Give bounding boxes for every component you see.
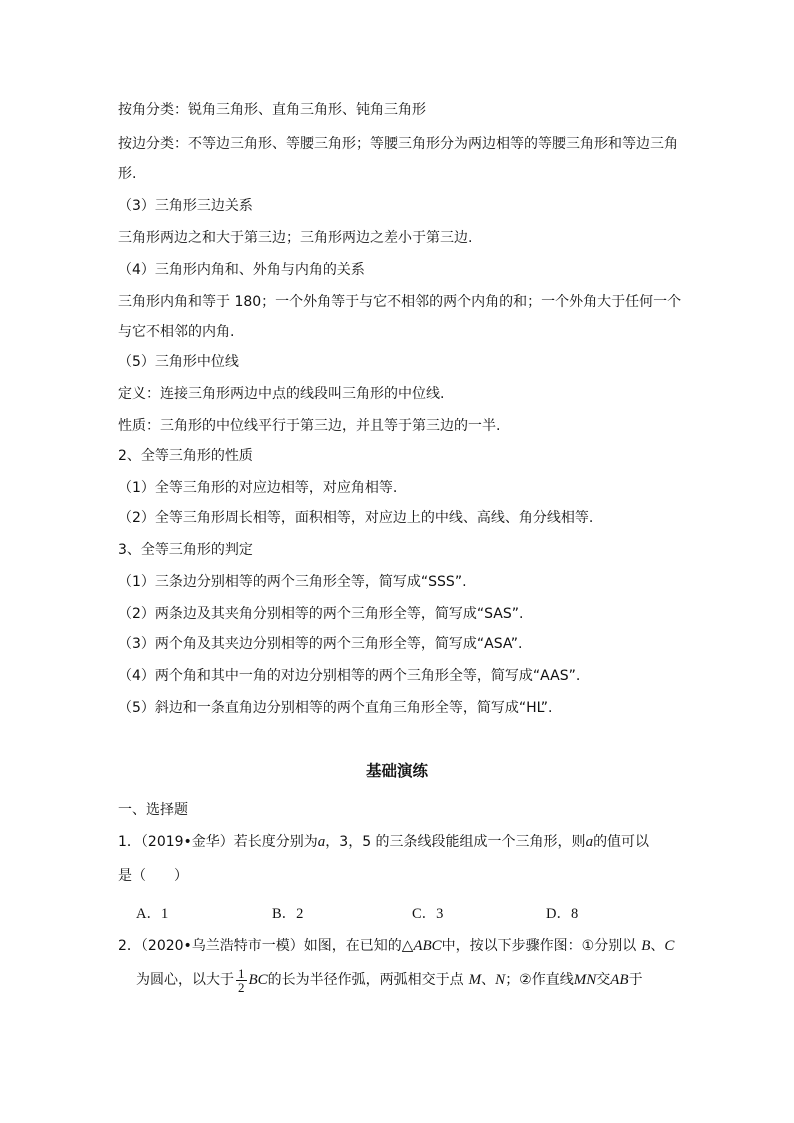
question-text: 1．（2019•金华）若长度分别为 — [118, 834, 318, 850]
variable-a: a — [585, 834, 594, 850]
text-line: （2）全等三角形周长相等，面积相等，对应边上的中线、高线、角分线相等. — [118, 510, 594, 526]
line-mn: MN — [573, 972, 597, 988]
text-line: 三角形内角和等于 180；一个外角等于与它不相邻的两个内角的和；一个外角大于任何一个 — [118, 294, 682, 310]
text-line: （1）全等三角形的对应边相等，对应角相等. — [118, 480, 398, 496]
point-c: C — [664, 938, 675, 954]
option-c: C．3 — [412, 906, 444, 922]
question-text: 2．（2020•乌兰浩特市一模）如图，在已知的 — [118, 938, 402, 954]
text-line: （5）斜边和一条直角边分别相等的两个直角三角形全等，简写成“HL”. — [118, 700, 553, 716]
question-text: 的长为半径作弧，两弧相交于点 — [267, 972, 464, 988]
question-text: 、 — [481, 972, 496, 988]
text-line: （4）三角形内角和、外角与内角的关系 — [118, 262, 365, 278]
text-line: 定义：连接三角形两边中点的线段叫三角形的中位线. — [118, 386, 445, 402]
text-line: （1）三条边分别相等的两个三角形全等，简写成“SSS”. — [118, 574, 467, 590]
text-line: 按边分类：不等边三角形、等腰三角形；等腰三角形分为两边相等的等腰三角形和等边三角 — [118, 136, 678, 152]
question-text: 、 — [650, 938, 665, 954]
question-1-stem — [118, 832, 649, 852]
fraction-one-half — [236, 967, 247, 994]
question-text: 于 — [628, 972, 643, 988]
segment-ab: AB — [610, 972, 629, 988]
subsection-title: 一、选择题 — [118, 802, 188, 818]
option-d: D．8 — [546, 906, 579, 922]
triangle-abc: △ABC — [401, 938, 442, 954]
question-2-line-1 — [118, 936, 674, 956]
point-n: N — [495, 972, 506, 988]
question-text: 为圆心，以大于 — [136, 972, 234, 988]
question-text: 交 — [596, 972, 611, 988]
text-line: （3）两个角及其夹边分别相等的两个三角形全等，简写成“ASA”. — [118, 636, 523, 652]
question-2-line-2 — [136, 962, 643, 998]
question-text: ，3，5 的三条线段能组成一个三角形，则 — [325, 834, 586, 850]
text-line: 与它不相邻的内角. — [118, 324, 235, 340]
text-line: 3、全等三角形的判定 — [118, 542, 253, 558]
text-line: 2、全等三角形的性质 — [118, 448, 253, 464]
option-a: A．1 — [136, 906, 169, 922]
section-heading: 基础演练 — [365, 762, 428, 780]
question-text: ；②作直线 — [505, 972, 574, 988]
point-b: B — [641, 938, 651, 954]
text-line: （2）两条边及其夹角分别相等的两个三角形全等，简写成“SAS”. — [118, 606, 524, 622]
segment-bc: BC — [248, 972, 268, 988]
text-line: 性质：三角形的中位线平行于第三边，并且等于第三边的一半. — [118, 418, 501, 434]
question-text: 的值可以 — [593, 834, 650, 850]
fraction-denominator: 2 — [238, 979, 245, 995]
option-b: B．2 — [272, 906, 304, 922]
question-text: 中，按以下步骤作图：①分别以 — [441, 938, 637, 954]
text-line: （5）三角形中位线 — [118, 354, 239, 370]
variable-a: a — [317, 834, 326, 850]
text-line: 形. — [118, 166, 137, 182]
point-m: M — [468, 972, 482, 988]
fraction-numerator: 1 — [238, 965, 245, 981]
text-line: （4）两个角和其中一角的对边分别相等的两个三角形全等，简写成“AAS”. — [118, 668, 581, 684]
text-line: 按角分类：锐角三角形、直角三角形、钝角三角形 — [118, 102, 426, 118]
question-1-answer-blank: 是（ ） — [118, 868, 188, 884]
text-line: （3）三角形三边关系 — [118, 198, 253, 214]
text-line: 三角形两边之和大于第三边；三角形两边之差小于第三边. — [118, 230, 473, 246]
